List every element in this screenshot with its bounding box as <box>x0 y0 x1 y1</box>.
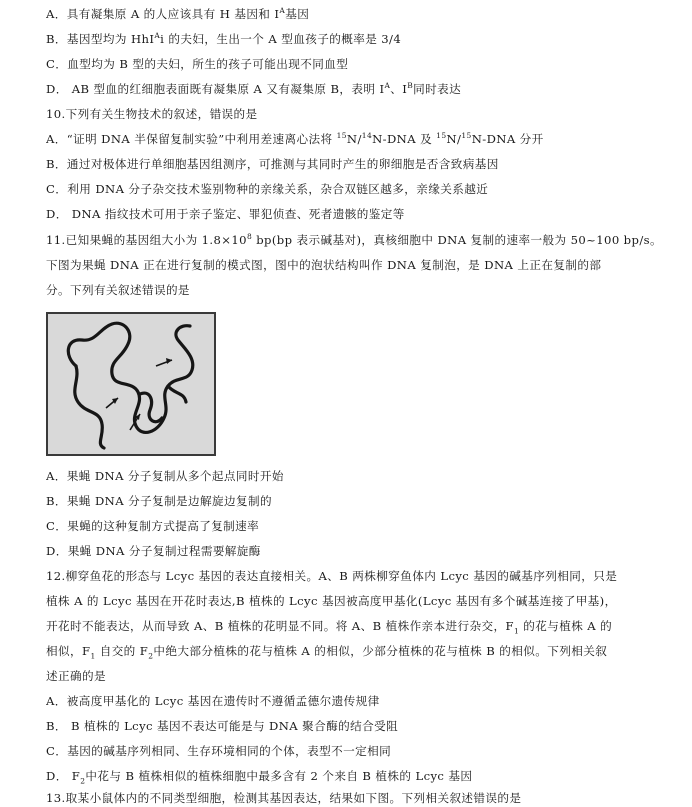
q12-stem-line-4: 相似，$F_1$ 自交的 $F_2$中绝大部分植株的花与植株 A 的相似，少部分植株的花与植株 B 的相似。下列相关叙 <box>46 644 608 659</box>
q12-option-d: D． $F_2$中花与 B 植株相似的植株细胞中最多含有 2 个来自 B 植株的 Lcyc 基因 <box>46 769 473 784</box>
q12-stem-line-3: 开花时不能表达，从而导致 A、B 植株的花明显不同。将 A、B 植株作亲本进行杂交，$F_1$ 的花与植株 A 的 <box>46 619 613 634</box>
q9-option-d: D． AB 型血的红细胞表面既有凝集原 A 又有凝集原 B，表明 $I^A$、$I^B$同时表达 <box>46 81 462 96</box>
q12-option-c: C．基因的碱基序列相同、生存环境相同的个体，表型不一定相同 <box>46 744 392 758</box>
q9-option-c: C．血型均为 B 型的夫妇，所生的孩子可能出现不同血型 <box>46 57 349 71</box>
q9-option-a: A．具有凝集原 A 的人应该具有 H 基因和 $I^A$基因 <box>46 6 310 21</box>
dna-strand-path <box>75 366 104 448</box>
q11-option-d: D．果蝇 DNA 分子复制过程需要解旋酶 <box>46 544 261 558</box>
q12-option-b: B． B 植株的 Lcyc 基因不表达可能是与 DNA 聚合酶的结合受阻 <box>46 719 399 733</box>
dna-strand-path <box>140 393 162 422</box>
q11-stem-line-3: 分。下列有关叙述错误的是 <box>46 283 190 297</box>
q12-stem-line-2: 植株 A 的 Lcyc 基因在开花时表达,B 植株的 Lcyc 基因被高度甲基化(Lcyc 基因有多个碱基连接了甲基)， <box>46 594 617 608</box>
q11-option-b: B．果蝇 DNA 分子复制是边解旋边复制的 <box>46 494 273 508</box>
q11-option-a: A．果蝇 DNA 分子复制从多个起点同时开始 <box>46 469 284 483</box>
q10-option-c: C．利用 DNA 分子杂交技术鉴别物种的亲缘关系，杂合双链区越多，亲缘关系越近 <box>46 182 489 196</box>
q11-option-c: C．果蝇的这种复制方式提高了复制速率 <box>46 519 260 533</box>
q12-stem-line-5: 述正确的是 <box>46 669 106 683</box>
q10-option-d: D． DNA 指纹技术可用于亲子鉴定、罪犯侦查、死者遗骸的鉴定等 <box>46 207 405 221</box>
q12-stem-line-1: 12.柳穿鱼花的形态与 Lcyc 基因的表达直接相关。A、B 两株柳穿鱼体内 Lcyc 基因的碱基序列相同，只是 <box>46 569 618 583</box>
q13-stem: 13.取某小鼠体内的不同类型细胞，检测其基因表达，结果如下图。下列相关叙述错误的是 <box>46 791 522 805</box>
q11-stem-line-2: 下图为果蝇 DNA 正在进行复制的模式图，图中的泡状结构叫作 DNA 复制泡，是 DNA 上正在复制的部 <box>46 258 602 272</box>
dna-replication-figure <box>46 312 216 456</box>
dna-replication-bubble-diagram <box>48 314 214 454</box>
dna-strand-path <box>168 386 186 402</box>
q10-option-a: A．“证明 DNA 半保留复制实验”中利用差速离心法将 $^{15}$N/$^{14}$N-DNA 及 $^{15}$N/$^{15}$N-DNA 分开 <box>46 131 544 146</box>
q12-option-a: A．被高度甲基化的 Lcyc 基因在遗传时不遵循孟德尔遗传规律 <box>46 694 380 708</box>
q11-stem-line-1: 11.已知果蝇的基因组大小为 $1.8\times 10^8$ bp(bp 表示碱基对)，真核细胞中 DNA 复制的速率一般为 50~100 bp/s。 <box>46 232 662 247</box>
q10-option-b: B．通过对极体进行单细胞基因组测序，可推测与其同时产生的卵细胞是否含致病基因 <box>46 157 499 171</box>
q9-option-b: B．基因型均为 HhI$^A$i 的夫妇，生出一个 A 型血孩子的概率是 3/4 <box>46 31 402 46</box>
q10-stem: 10.下列有关生物技术的叙述，错误的是 <box>46 107 258 121</box>
dna-strand-path <box>68 323 193 432</box>
